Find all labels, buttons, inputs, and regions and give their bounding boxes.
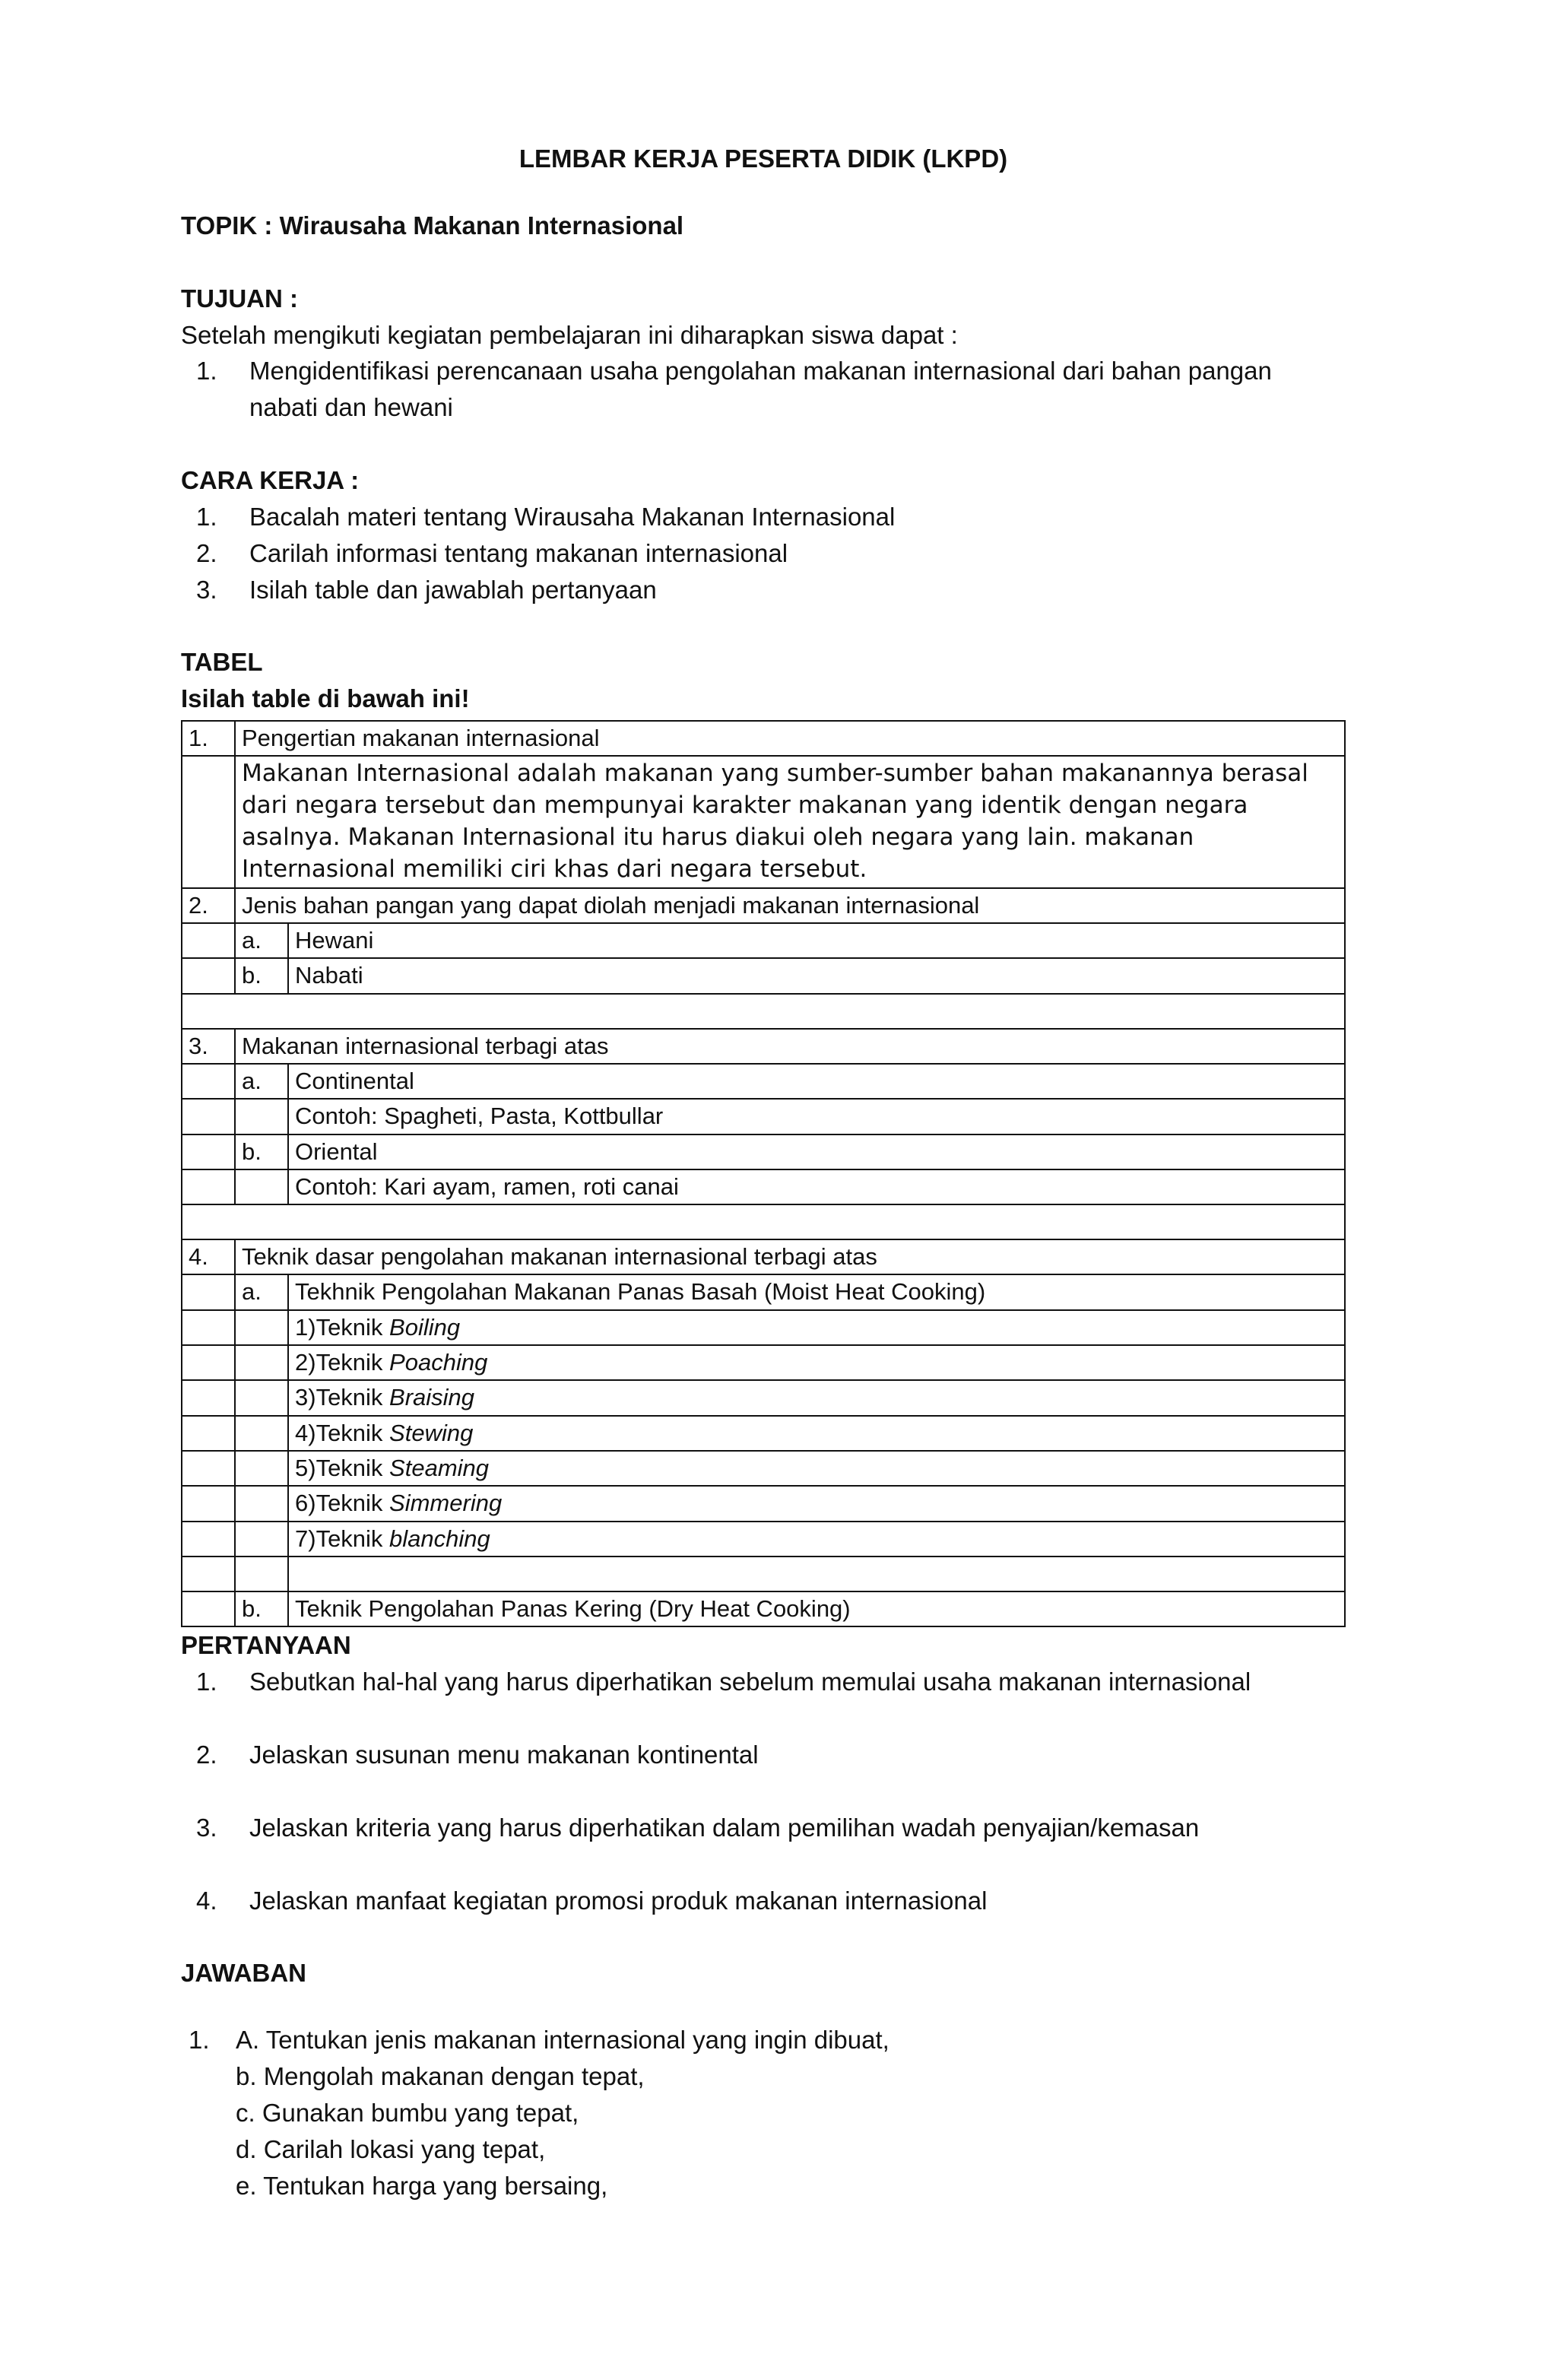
- item-text: Jelaskan manfaat kegiatan promosi produk makanan internasional: [249, 1886, 988, 1915]
- list-item: [181, 2022, 1346, 2058]
- item-text: A. Tentukan jenis makanan internasional yang ingin dibuat,: [236, 2026, 889, 2055]
- table-row: [182, 1522, 1345, 1557]
- tabel-heading: TABEL: [181, 648, 263, 677]
- item-number: 3.: [196, 575, 217, 604]
- table-cell-empty: [235, 1380, 288, 1415]
- item-number: 1.: [189, 2026, 210, 2055]
- tujuan-list: [181, 353, 1346, 426]
- table-cell-empty: [182, 1134, 235, 1169]
- table-cell-empty: [235, 1486, 288, 1521]
- technique-cell: [288, 1522, 1345, 1557]
- technique-name: Boiling: [389, 1313, 461, 1341]
- tujuan-intro: Setelah mengikuti kegiatan pembelajaran ini diharapkan siswa dapat :: [181, 320, 958, 349]
- cara-kerja-list: [181, 499, 1346, 608]
- table-cell: Contoh: Kari ayam, ramen, roti canai: [288, 1169, 1345, 1204]
- technique-prefix: 3)Teknik: [295, 1384, 390, 1411]
- table-cell: Contoh: Spagheti, Pasta, Kottbullar: [288, 1099, 1345, 1134]
- answer-line: c. Gunakan bumbu yang tepat,: [236, 2098, 579, 2127]
- table-cell: Nabati: [288, 958, 1345, 993]
- item-number: 1.: [196, 357, 217, 386]
- item-text: Jelaskan kriteria yang harus diperhatikan dalam pemilihan wadah penyajian/kemasan: [249, 1813, 1200, 1842]
- table-cell: Jenis bahan pangan yang dapat diolah menjadi makanan internasional: [235, 888, 1345, 923]
- table-cell-empty: [182, 958, 235, 993]
- table-cell: Hewani: [288, 923, 1345, 958]
- item-number: 1.: [196, 1667, 217, 1696]
- definition-cell: Makanan Internasional adalah makanan yang sumber-sumber bahan makanannya berasal dari negara tersebut dan mempunyai karakter makanan yang identik dengan negara asalnya. Makanan Internasional itu harus diakui oleh negara yang lain. makanan Internasional memiliki ciri khas dari negara tersebut.: [235, 756, 1345, 887]
- table-row: [182, 958, 1345, 993]
- table-row: [182, 1134, 1345, 1169]
- table-cell-empty: [182, 1345, 235, 1380]
- table-cell: Teknik Pengolahan Panas Kering (Dry Heat Cooking): [288, 1591, 1345, 1626]
- technique-name: Braising: [389, 1384, 475, 1411]
- technique-prefix: 6)Teknik: [295, 1490, 390, 1517]
- table-row: [182, 1451, 1345, 1486]
- table-cell-empty: [182, 1451, 235, 1486]
- table-cell-empty: [182, 1591, 235, 1626]
- technique-name: Steaming: [389, 1454, 490, 1481]
- technique-cell: [288, 1310, 1345, 1345]
- technique-cell: [288, 1451, 1345, 1486]
- table-row: [182, 1591, 1345, 1626]
- technique-cell: [288, 1380, 1345, 1415]
- technique-prefix: 2)Teknik: [295, 1349, 390, 1376]
- table-cell-empty: [235, 1451, 288, 1486]
- table-row-empty: [182, 1204, 1345, 1239]
- table-cell-num: 1.: [182, 721, 235, 756]
- jawaban-sub-items: [181, 2058, 1346, 2204]
- table-cell-empty: [182, 1416, 235, 1451]
- table-row: [182, 923, 1345, 958]
- item-text: Carilah informasi tentang makanan internasional: [249, 538, 788, 567]
- table-cell-num: b.: [235, 1591, 288, 1626]
- table-cell: Continental: [288, 1064, 1345, 1099]
- technique-cell: [288, 1345, 1345, 1380]
- table-row: [182, 1029, 1345, 1064]
- item-number: 3.: [196, 1813, 217, 1842]
- technique-name: Poaching: [389, 1349, 488, 1376]
- table-cell-empty: [235, 1099, 288, 1134]
- table-row: [182, 1310, 1345, 1345]
- table-row: [182, 721, 1345, 756]
- table-row: [182, 1380, 1345, 1415]
- answer-line: d. Carilah lokasi yang tepat,: [236, 2134, 546, 2163]
- table-cell-empty: [182, 1522, 235, 1557]
- table-cell-num: 3.: [182, 1029, 235, 1064]
- list-item: [181, 353, 1346, 426]
- table-cell-num: a.: [235, 923, 288, 958]
- pertanyaan-heading: PERTANYAAN: [181, 1631, 351, 1660]
- table-cell: Oriental: [288, 1134, 1345, 1169]
- answer-line: e. Tentukan harga yang bersaing,: [236, 2171, 608, 2200]
- item-text: Bacalah materi tentang Wirausaha Makanan Internasional: [249, 502, 896, 531]
- item-number: 4.: [196, 1886, 217, 1915]
- table-cell-empty: [235, 1310, 288, 1345]
- list-item: [181, 1810, 1346, 1846]
- table-cell-num: 4.: [182, 1239, 235, 1274]
- table-cell: Pengertian makanan internasional: [235, 721, 1345, 756]
- list-item: [181, 572, 1346, 608]
- pertanyaan-list: [181, 1664, 1346, 1918]
- table-row: [182, 1416, 1345, 1451]
- item-number: 2.: [196, 538, 217, 567]
- item-text: Isilah table dan jawablah pertanyaan: [249, 575, 657, 604]
- table-row: [182, 1064, 1345, 1099]
- table-cell-empty: [182, 1204, 1345, 1239]
- table-cell-empty: [182, 1380, 235, 1415]
- table-cell-empty: [182, 923, 235, 958]
- jawaban-list: [181, 2022, 1346, 2058]
- table-cell-num: a.: [235, 1064, 288, 1099]
- jawaban-heading: JAWABAN: [181, 1959, 307, 1988]
- table-cell-empty: [235, 1169, 288, 1204]
- table-row: [182, 1345, 1345, 1380]
- item-text: Jelaskan susunan menu makanan kontinental: [249, 1740, 759, 1769]
- table-cell: Makanan internasional terbagi atas: [235, 1029, 1345, 1064]
- list-item: [181, 1883, 1346, 1919]
- technique-prefix: 1)Teknik: [295, 1313, 390, 1341]
- technique-name: Simmering: [389, 1490, 503, 1517]
- table-row: [182, 1169, 1345, 1204]
- table-cell-num: a.: [235, 1274, 288, 1309]
- table-cell-empty: [182, 1310, 235, 1345]
- item-text: Sebutkan hal-hal yang harus diperhatikan sebelum memulai usaha makanan internasional: [249, 1667, 1251, 1696]
- table-cell-empty: [182, 1169, 235, 1204]
- document-page: [181, 141, 1346, 2204]
- table-row: [182, 1486, 1345, 1521]
- table-cell-empty: [182, 994, 1345, 1029]
- table-cell-empty: [288, 1557, 1345, 1591]
- document-title: LEMBAR KERJA PESERTA DIDIK (LKPD): [518, 144, 1008, 173]
- table-cell-empty: [182, 1064, 235, 1099]
- table-cell: Teknik dasar pengolahan makanan internasional terbagi atas: [235, 1239, 1345, 1274]
- table-cell-empty: [235, 1416, 288, 1451]
- table-row: [182, 1099, 1345, 1134]
- item-number: 2.: [196, 1740, 217, 1769]
- table-cell-empty: [182, 1557, 235, 1591]
- table-cell-empty: [182, 1099, 235, 1134]
- list-item: [181, 499, 1346, 535]
- technique-name: blanching: [389, 1525, 490, 1552]
- table-cell: Tekhnik Pengolahan Makanan Panas Basah (Moist Heat Cooking): [288, 1274, 1345, 1309]
- tujuan-heading: TUJUAN :: [181, 284, 298, 313]
- table-cell-empty: [182, 756, 235, 887]
- table-cell-num: b.: [235, 1134, 288, 1169]
- technique-prefix: 4)Teknik: [295, 1419, 390, 1446]
- table-row: [182, 888, 1345, 923]
- technique-name: Stewing: [389, 1419, 474, 1446]
- table-row: [182, 756, 1345, 887]
- table-cell-empty: [182, 1274, 235, 1309]
- table-row-empty: [182, 994, 1345, 1029]
- table-row: [182, 1274, 1345, 1309]
- table-cell-empty: [182, 1486, 235, 1521]
- table-cell-empty: [235, 1522, 288, 1557]
- table-cell-empty: [235, 1557, 288, 1591]
- technique-cell: [288, 1416, 1345, 1451]
- lkpd-table: [181, 720, 1346, 1627]
- list-item: [181, 535, 1346, 572]
- technique-prefix: 5)Teknik: [295, 1454, 390, 1481]
- table-cell-num: b.: [235, 958, 288, 993]
- item-number: 1.: [196, 502, 217, 531]
- table-cell-num: 2.: [182, 888, 235, 923]
- topik-heading: TOPIK : Wirausaha Makanan Internasional: [181, 211, 684, 240]
- table-row-empty: [182, 1557, 1345, 1591]
- table-row: [182, 1239, 1345, 1274]
- answer-line: b. Mengolah makanan dengan tepat,: [236, 2062, 645, 2091]
- cara-kerja-heading: CARA KERJA :: [181, 466, 360, 495]
- item-text: Mengidentifikasi perencanaan usaha pengolahan makanan internasional dari bahan pangan nabati dan hewani: [249, 357, 1272, 422]
- technique-cell: [288, 1486, 1345, 1521]
- technique-prefix: 7)Teknik: [295, 1525, 390, 1552]
- tabel-instruction: Isilah table di bawah ini!: [181, 684, 470, 713]
- list-item: [181, 1664, 1346, 1700]
- list-item: [181, 1737, 1346, 1773]
- table-cell-empty: [235, 1345, 288, 1380]
